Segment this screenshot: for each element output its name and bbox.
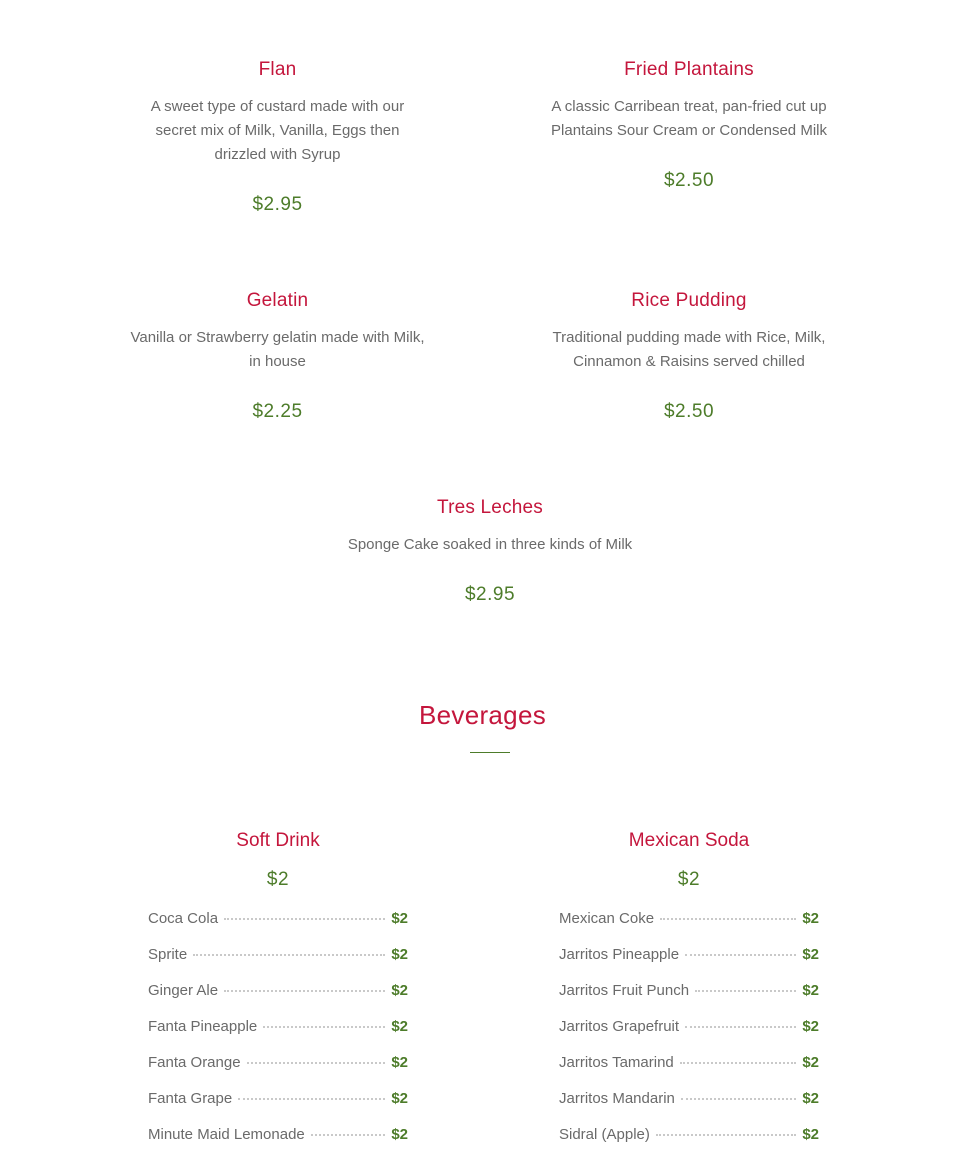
item-price: $2 <box>802 1126 819 1143</box>
item-price: $2 <box>391 1126 408 1143</box>
list-item <box>559 910 819 946</box>
leader-dots <box>238 1098 385 1100</box>
item-price: $2.95 <box>252 194 303 215</box>
item-name: Jarritos Pineapple <box>559 946 680 963</box>
list-item <box>148 1126 408 1162</box>
leader-dots <box>247 1062 386 1064</box>
item-name: Fanta Grape <box>148 1090 233 1107</box>
leader-dots <box>311 1134 386 1136</box>
item-price: $2 <box>391 982 408 999</box>
leader-dots <box>685 954 796 956</box>
list-item <box>559 1090 819 1126</box>
leader-dots <box>681 1098 796 1100</box>
list-item <box>559 1054 819 1090</box>
list-item <box>559 946 819 982</box>
leader-dots <box>660 918 796 920</box>
beverage-list <box>559 910 819 1162</box>
section-divider <box>470 752 510 753</box>
item-price: $2.95 <box>464 584 516 605</box>
menu-item-flan <box>135 59 420 216</box>
item-price: $2 <box>391 1018 408 1035</box>
group-title: Soft Drink <box>236 830 320 851</box>
list-item <box>559 1018 819 1054</box>
item-description: Vanilla or Strawberry gelatin made with Milk, in house <box>130 329 425 370</box>
leader-dots <box>224 990 385 992</box>
item-name: Fanta Pineapple <box>148 1018 258 1035</box>
item-name: Mexican Coke <box>559 910 655 927</box>
group-title: Mexican Soda <box>628 830 750 851</box>
item-name: Jarritos Tamarind <box>559 1054 674 1071</box>
item-name: Fanta Orange <box>148 1054 241 1071</box>
leader-dots <box>224 918 385 920</box>
item-title: Rice Pudding <box>631 290 747 311</box>
item-description: Traditional pudding made with Rice, Milk, Cinnamon & Raisins served chilled <box>552 329 826 370</box>
list-item <box>148 1090 408 1126</box>
item-name: Jarritos Grapefruit <box>559 1018 680 1035</box>
item-name: Jarritos Mandarin <box>559 1090 675 1107</box>
group-price: $2 <box>266 869 290 890</box>
list-item <box>148 946 408 982</box>
item-price: $2 <box>802 946 819 963</box>
menu-item-rice-pudding <box>538 290 840 423</box>
item-price: $2 <box>802 1090 819 1107</box>
item-name: Sprite <box>148 946 188 963</box>
section-title-beverages: Beverages <box>419 700 546 730</box>
menu-item-tres-leches <box>290 497 690 606</box>
item-name: Jarritos Fruit Punch <box>559 982 690 999</box>
list-item <box>148 1054 408 1090</box>
leader-dots <box>680 1062 797 1064</box>
item-price: $2.25 <box>252 401 303 422</box>
menu-item-fried-plantains <box>538 59 840 192</box>
beverage-group-soft-drink <box>148 830 408 1143</box>
leader-dots <box>656 1134 796 1136</box>
item-description: A sweet type of custard made with our secret mix of Milk, Vanilla, Eggs then drizzled with Syrup <box>150 98 405 163</box>
item-price: $2 <box>391 1090 408 1107</box>
leader-dots <box>263 1026 385 1028</box>
group-price: $2 <box>677 869 701 890</box>
list-item <box>148 910 408 946</box>
item-price: $2.50 <box>663 401 715 422</box>
item-title: Tres Leches <box>436 497 544 518</box>
beverage-group-mexican-soda <box>559 830 819 1143</box>
item-price: $2 <box>802 910 819 927</box>
item-price: $2.50 <box>663 170 715 191</box>
item-description: A classic Carribean treat, pan-fried cut up Plantains Sour Cream or Condensed Milk <box>551 98 827 139</box>
item-name: Coca Cola <box>148 910 219 927</box>
leader-dots <box>695 990 796 992</box>
item-price: $2 <box>391 946 408 963</box>
item-price: $2 <box>391 1054 408 1071</box>
item-price: $2 <box>802 1054 819 1071</box>
leader-dots <box>685 1026 796 1028</box>
item-name: Minute Maid Lemonade <box>148 1126 305 1143</box>
item-title: Gelatin <box>246 290 309 311</box>
item-price: $2 <box>391 910 408 927</box>
menu-item-gelatin <box>130 290 425 423</box>
item-title: Flan <box>258 59 297 80</box>
list-item <box>148 982 408 1018</box>
list-item <box>559 982 819 1018</box>
item-title: Fried Plantains <box>624 59 754 80</box>
list-item <box>559 1126 819 1162</box>
item-name: Sidral (Apple) <box>559 1126 650 1143</box>
item-price: $2 <box>802 1018 819 1035</box>
item-price: $2 <box>802 982 819 999</box>
item-name: Ginger Ale <box>148 982 219 999</box>
beverage-list <box>148 910 408 1162</box>
item-description: Sponge Cake soaked in three kinds of Milk <box>347 536 633 553</box>
leader-dots <box>193 954 385 956</box>
list-item <box>148 1018 408 1054</box>
